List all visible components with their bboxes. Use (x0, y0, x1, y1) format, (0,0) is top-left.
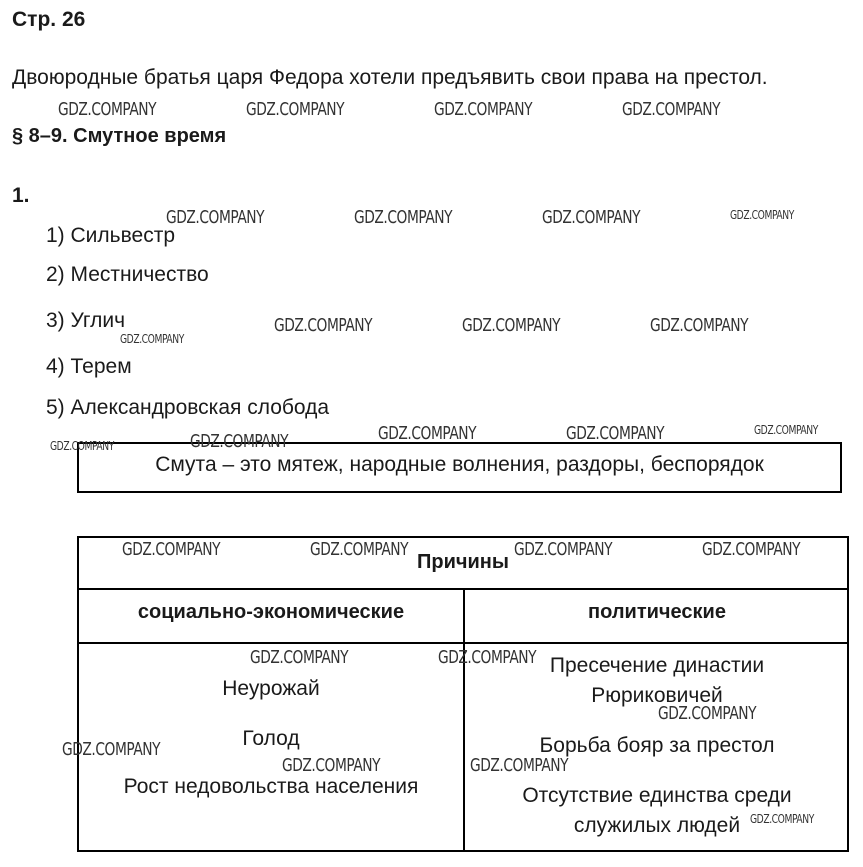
column-header-political: политические (588, 601, 726, 623)
watermark: GDZ.COMPANY (250, 647, 349, 668)
definition-text: Смута – это мятеж, народные волнения, раздоры, беспорядок (155, 453, 764, 476)
watermark: GDZ.COMPANY (50, 439, 114, 453)
table-divider (79, 642, 847, 644)
watermark: GDZ.COMPANY (58, 99, 157, 120)
watermark: GDZ.COMPANY (542, 207, 641, 228)
table-title: Причины (417, 551, 509, 573)
watermark: GDZ.COMPANY (354, 207, 453, 228)
watermark: GDZ.COMPANY (378, 423, 477, 444)
watermark: GDZ.COMPANY (650, 315, 749, 336)
section-title: § 8–9. Смутное время (12, 125, 227, 147)
watermark: GDZ.COMPANY (514, 539, 613, 560)
watermark: GDZ.COMPANY (438, 647, 537, 668)
cause-item: служилых людей (573, 814, 741, 837)
cause-item: Рост недовольства населения (123, 775, 419, 798)
watermark: GDZ.COMPANY (462, 315, 561, 336)
cause-item: Отсутствие единства среди (522, 784, 792, 807)
watermark: GDZ.COMPANY (566, 423, 665, 444)
causes-table (77, 536, 849, 852)
column-header-socio-economic: социально-экономические (137, 601, 405, 623)
watermark: GDZ.COMPANY (166, 207, 265, 228)
watermark: GDZ.COMPANY (434, 99, 533, 120)
watermark: GDZ.COMPANY (120, 332, 184, 346)
watermark: GDZ.COMPANY (622, 99, 721, 120)
watermark: GDZ.COMPANY (310, 539, 409, 560)
previous-answer-text: Двоюродные братья царя Федора хотели предъявить свои права на престол. (12, 66, 768, 89)
watermark: GDZ.COMPANY (122, 539, 221, 560)
page-number: Стр. 26 (12, 8, 86, 31)
watermark: GDZ.COMPANY (702, 539, 801, 560)
cause-item: Рюриковичей (591, 684, 723, 707)
cause-item: Пресечение династии (549, 654, 765, 677)
watermark: GDZ.COMPANY (190, 431, 289, 452)
watermark: GDZ.COMPANY (470, 755, 569, 776)
column-divider (463, 590, 465, 850)
answer-item: 5) Александровская слобода (46, 396, 330, 419)
watermark: GDZ.COMPANY (658, 703, 757, 724)
cause-item: Борьба бояр за престол (539, 734, 775, 757)
watermark: GDZ.COMPANY (274, 315, 373, 336)
answer-item: 4) Терем (46, 355, 132, 378)
watermark: GDZ.COMPANY (62, 739, 161, 760)
watermark: GDZ.COMPANY (754, 423, 818, 437)
question-number: 1. (12, 184, 30, 207)
watermark: GDZ.COMPANY (282, 755, 381, 776)
watermark: GDZ.COMPANY (750, 812, 814, 826)
cause-item: Голод (242, 727, 300, 750)
cause-item: Неурожай (222, 677, 320, 700)
answer-item: 2) Местничество (46, 263, 209, 286)
answer-item: 3) Углич (46, 309, 126, 332)
answer-item: 1) Сильвестр (46, 224, 175, 247)
watermark: GDZ.COMPANY (246, 99, 345, 120)
watermark: GDZ.COMPANY (730, 208, 794, 222)
